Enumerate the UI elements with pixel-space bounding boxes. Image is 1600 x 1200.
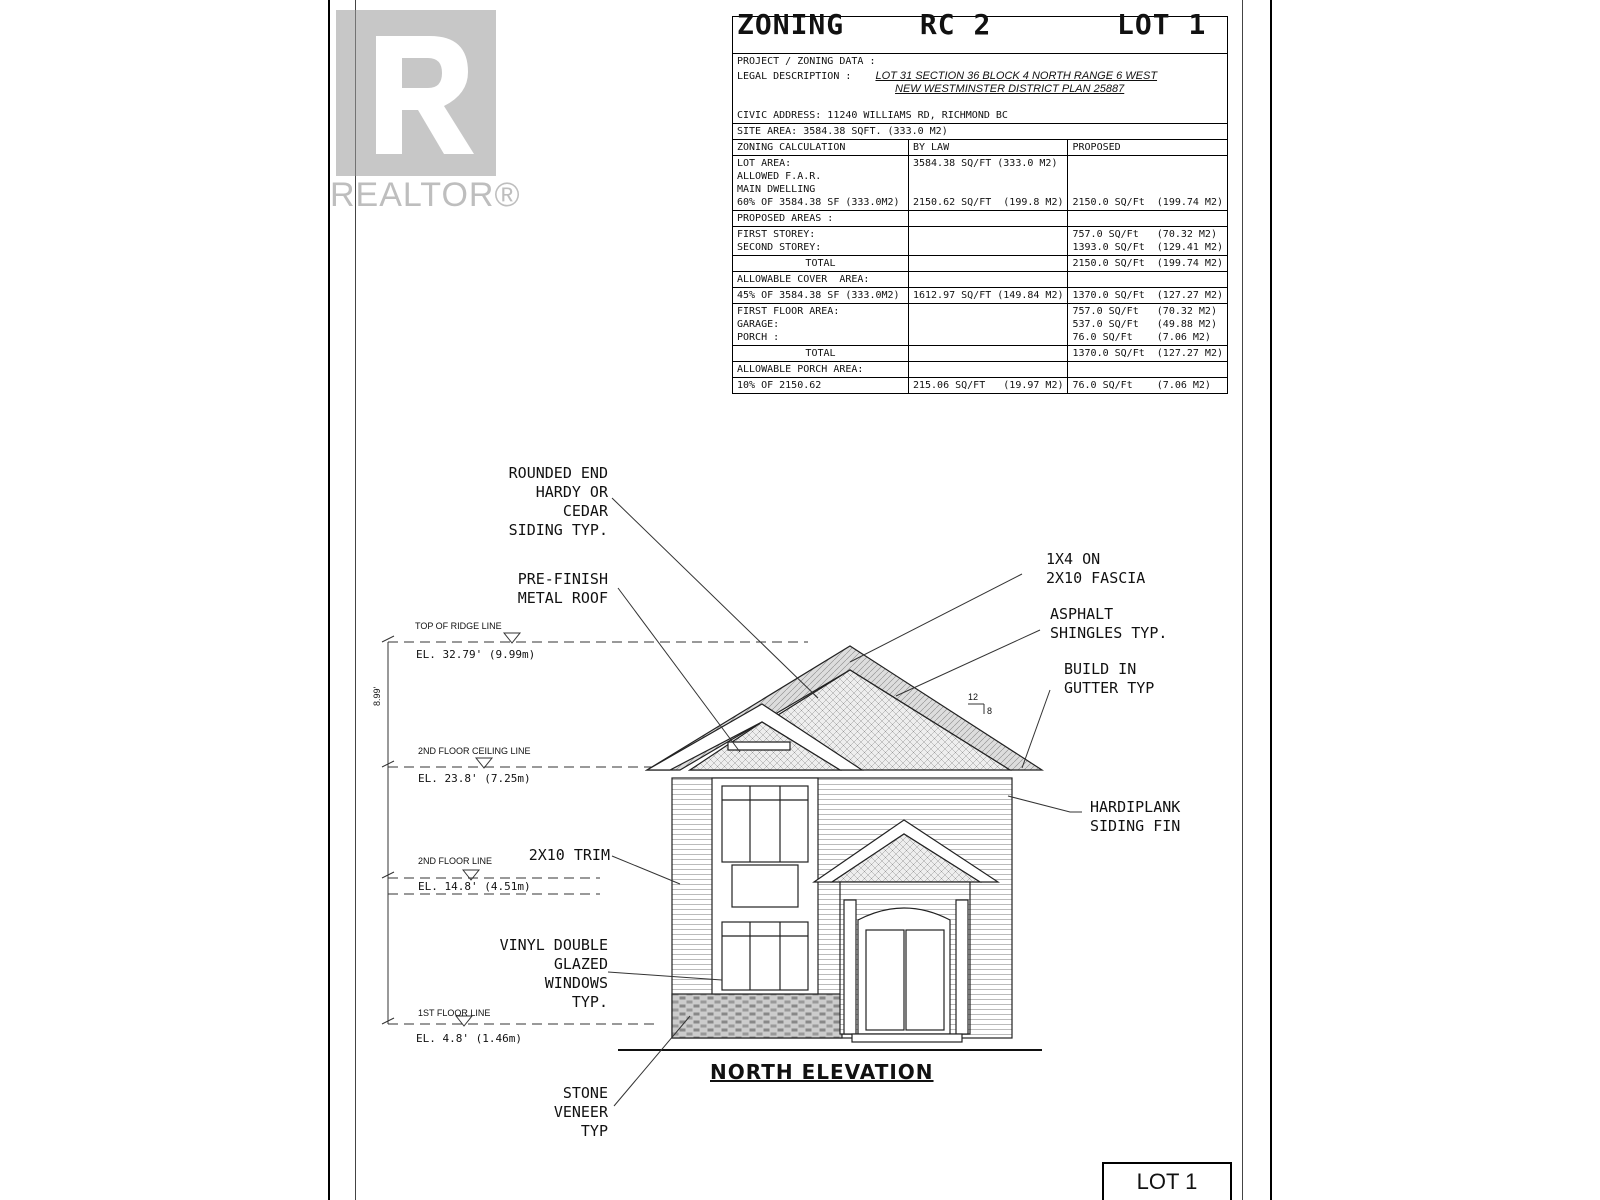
floor1-line-label: 1ST FLOOR LINE <box>418 1008 491 1018</box>
header-bylaw: BY LAW <box>908 140 1068 156</box>
legal-line-1: LOT 31 SECTION 36 BLOCK 4 NORTH RANGE 6 WEST <box>875 70 1158 82</box>
zoning-cell-label: FIRST FLOOR AREA: GARAGE: PORCH : <box>733 304 909 346</box>
legal-line-2: NEW WESTMINSTER DISTRICT PLAN 25887 <box>895 83 1125 95</box>
dimension-top: 8.99' <box>372 686 382 706</box>
zoning-cell-bylaw: 1612.97 SQ/FT (149.84 M2) <box>908 288 1068 304</box>
note-fascia: 1X4 ON 2X10 FASCIA <box>1046 550 1146 587</box>
zoning-cell-label: 10% OF 2150.62 <box>733 378 909 394</box>
note-hardiplank: HARDIPLANK SIDING FIN <box>1090 798 1181 835</box>
floor2-line-label: 2ND FLOOR LINE <box>418 856 493 866</box>
civic-address: CIVIC ADDRESS: 11240 WILLIAMS RD, RICHMOND BC <box>733 97 1228 124</box>
site-area: SITE AREA: 3584.38 SQFT. (333.0 M2) <box>733 124 1228 140</box>
zoning-cell-label: ALLOWABLE PORCH AREA: <box>733 362 909 378</box>
zoning-cell-bylaw: 3584.38 SQ/FT (333.0 M2) 2150.62 SQ/FT (199.8 M2) <box>908 156 1068 211</box>
zoning-cell-label: PROPOSED AREAS : <box>733 211 909 227</box>
zoning-cell-label: FIRST STOREY: SECOND STOREY: <box>733 227 909 256</box>
zoning-code: RC 2 <box>919 8 992 41</box>
lot-tag: LOT 1 <box>1102 1162 1232 1200</box>
zoning-cell-proposed: 1370.0 SQ/Ft (127.27 M2) <box>1068 288 1228 304</box>
legal-label: LEGAL DESCRIPTION : <box>737 71 852 82</box>
note-rounded-end-siding: ROUNDED END HARDY OR CEDAR SIDING TYP. <box>508 464 608 539</box>
zoning-cell-bylaw: 215.06 SQ/FT (19.97 M2) <box>908 378 1068 394</box>
note-stone-veneer: STONE VENEER TYP <box>553 1084 608 1140</box>
ridge-elevation: EL. 32.79' (9.99m) <box>416 648 536 661</box>
elevation-title: NORTH ELEVATION <box>710 1060 934 1084</box>
zoning-cell-proposed: 757.0 SQ/Ft (70.32 M2) 537.0 SQ/Ft (49.88 M2) 76.0 SQ/Ft (7.06 M2) <box>1068 304 1228 346</box>
zoning-cell-proposed: 2150.0 SQ/Ft (199.74 M2) <box>1068 156 1228 211</box>
zoning-cell-label: TOTAL <box>733 346 909 362</box>
floor2-elevation: EL. 14.8' (4.51m) <box>418 880 531 893</box>
pitch-rise: 8 <box>987 706 993 716</box>
zoning-cell-label: ALLOWABLE COVER AREA: <box>733 272 909 288</box>
ceiling-elevation: EL. 23.8' (7.25m) <box>418 772 531 785</box>
floor1-elevation: EL. 4.8' (1.46m) <box>416 1032 522 1045</box>
zoning-title: ZONING <box>737 8 845 41</box>
note-asphalt-shingles: ASPHALT SHINGLES TYP. <box>1050 605 1168 642</box>
ridge-line-label: TOP OF RIDGE LINE <box>415 621 502 631</box>
note-vinyl-windows: VINYL DOUBLE GLAZED WINDOWS TYP. <box>499 936 608 1011</box>
header-calc: ZONING CALCULATION <box>733 140 909 156</box>
ceiling-line-label: 2ND FLOOR CEILING LINE <box>418 746 531 756</box>
zoning-cell-proposed: 1370.0 SQ/Ft (127.27 M2) <box>1068 346 1228 362</box>
lot-number: LOT 1 <box>1117 8 1207 41</box>
realtor-wordmark: REALTOR® <box>330 176 521 214</box>
note-trim: 2X10 TRIM <box>528 846 610 864</box>
zoning-cell-proposed: 757.0 SQ/Ft (70.32 M2) 1393.0 SQ/Ft (129.41 M2) <box>1068 227 1228 256</box>
zoning-cell-label: LOT AREA: ALLOWED F.A.R. MAIN DWELLING 60% OF 3584.38 SF (333.0M2) <box>733 156 909 211</box>
zoning-cell-proposed: 2150.0 SQ/Ft (199.74 M2) <box>1068 256 1228 272</box>
zoning-cell-label: TOTAL <box>733 256 909 272</box>
zoning-cell-proposed: 76.0 SQ/Ft (7.06 M2) <box>1068 378 1228 394</box>
note-gutter: BUILD IN GUTTER TYP <box>1064 660 1155 697</box>
pitch-run: 12 <box>968 692 979 702</box>
header-proposed: PROPOSED <box>1068 140 1228 156</box>
zoning-cell-label: 45% OF 3584.38 SF (333.0M2) <box>733 288 909 304</box>
project-label: PROJECT / ZONING DATA : <box>733 54 1228 70</box>
note-metal-roof: PRE-FINISH METAL ROOF <box>517 570 608 607</box>
